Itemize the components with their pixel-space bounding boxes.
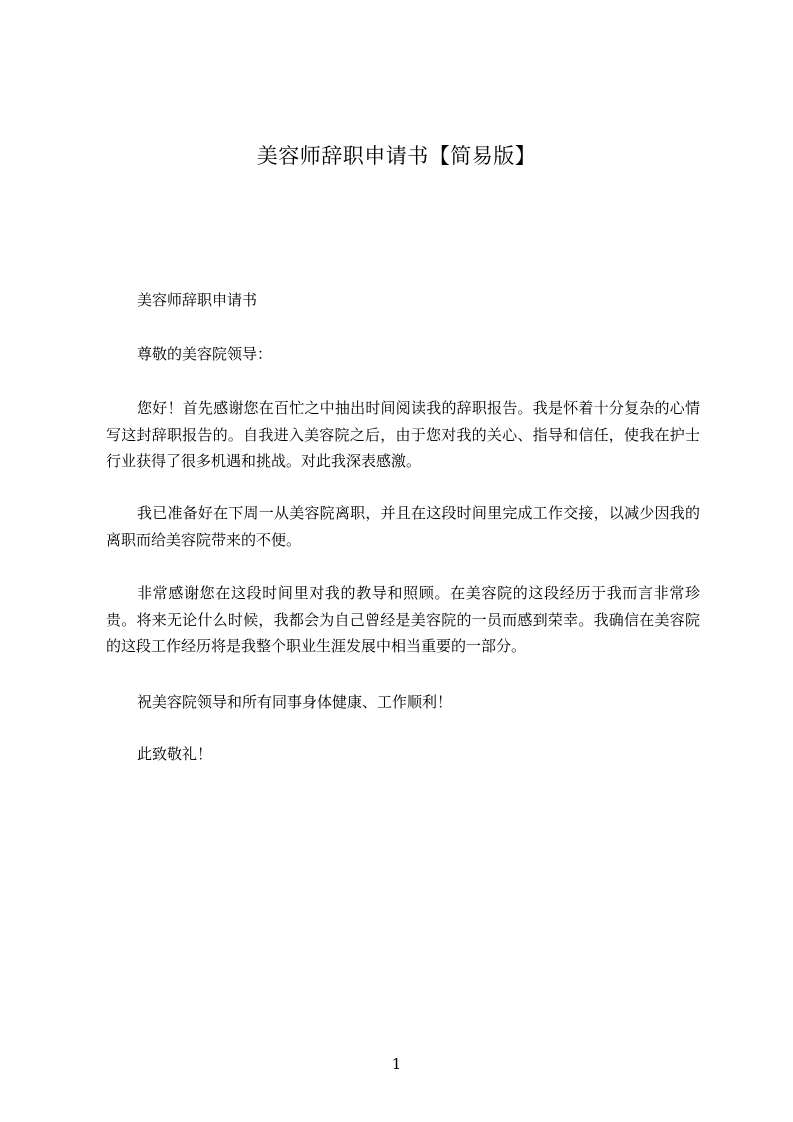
closing-line: 此致敬礼！ xyxy=(137,745,213,763)
salutation: 尊敬的美容院领导： xyxy=(137,345,273,363)
paragraph-2: 我已准备好在下周一从美容院离职，并且在这段时间里完成工作交接，以减少因我的离职而给美容院带来的不便。 xyxy=(106,504,700,549)
paragraph-3: 非常感谢您在这段时间里对我的教导和照顾。在美容院的这段经历于我而言非常珍贵。将来无论什么时候，我都会为自己曾经是美容院的一员而感到荣幸。我确信在美容院的这段工作经历将是我整个职业生涯发展中相当重要的一部分。 xyxy=(106,584,700,655)
document-title: 美容师辞职申请书【简易版】 xyxy=(256,144,537,168)
letter-heading: 美容师辞职申请书 xyxy=(137,291,258,309)
wishes-line: 祝美容院领导和所有同事身体健康、工作顺利！ xyxy=(137,693,453,711)
paragraph-1: 您好！首先感谢您在百忙之中抽出时间阅读我的辞职报告。我是怀着十分复杂的心情写这封辞职报告的。自我进入美容院之后，由于您对我的关心、指导和信任，使我在护士行业获得了很多机遇和挑战。对此我深表感激。 xyxy=(106,399,700,470)
page-number: 1 xyxy=(391,1055,402,1073)
